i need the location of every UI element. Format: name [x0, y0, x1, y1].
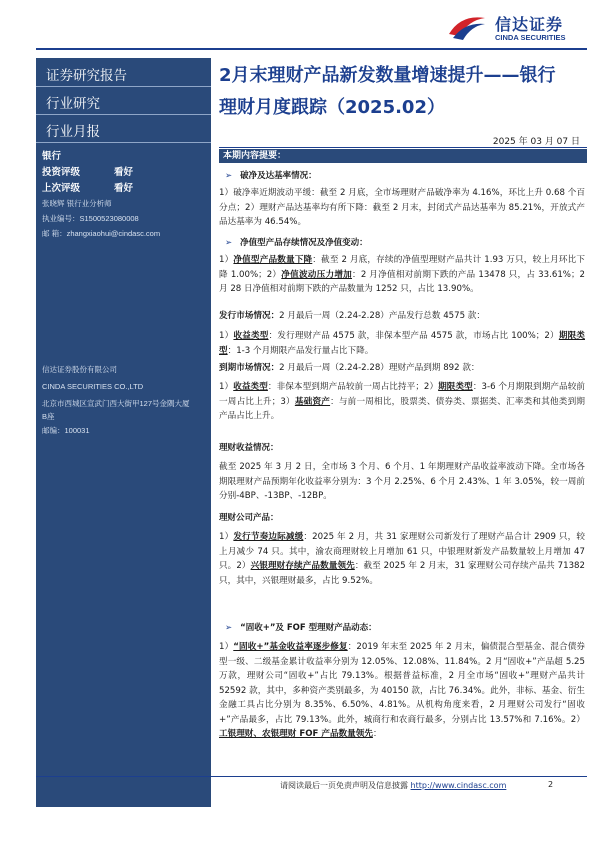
prev-rating-label: 上次评级 — [42, 183, 81, 194]
fixed-income-plus-paragraph — [219, 640, 585, 742]
text-run: ：3-6 个月期限到期产品较前一周占比上升；3） — [219, 382, 585, 407]
maturity-market-paragraph — [219, 380, 585, 424]
sidebar-divider — [36, 142, 211, 143]
logo-english-name: CINDA SECURITIES — [495, 33, 566, 42]
underlined-term: 基础资产 — [294, 396, 331, 407]
analyst-email[interactable]: 邮 箱：zhangxiaohui@cindasc.com — [42, 229, 161, 238]
maturity-market-text: 2 月最后一周（2.24-2.28）理财产品到期 892 款： — [279, 363, 480, 373]
company-english-name: CINDA SECURITIES CO.,LTD — [42, 382, 144, 391]
underlined-term: 期限类型 — [219, 331, 585, 356]
underlined-term: 净值波动压力增加 — [281, 269, 353, 280]
text-run: ：与前一周相比，股票类、债券类、票据类、汇率类和其他类到期产品占比上升。 — [219, 396, 585, 421]
arrow-bullet-icon: ➢ — [225, 623, 233, 633]
report-date: 2025 年 03 月 07 日 — [492, 137, 580, 147]
underlined-term: 净值型产品数量下降 — [233, 255, 313, 265]
cinda-logo — [447, 8, 587, 48]
underlined-term: 收益类型 — [233, 331, 269, 341]
report-title — [219, 60, 587, 124]
sidebar-divider — [36, 86, 211, 87]
maturity-market-head: 到期市场情况： — [219, 363, 280, 373]
wm-company-heading: 理财公司产品： — [219, 513, 279, 523]
underlined-term: 工银理财、农银理财 FOF 产品数量领先 — [219, 729, 373, 739]
issue-market-paragraph — [219, 329, 585, 358]
rating-label: 投资评级 — [42, 167, 81, 178]
arrow-bullet-icon: ➢ — [225, 238, 233, 248]
sidebar-divider — [36, 114, 211, 115]
text-run: ：1-3 个月期限产品发行量占比下降。 — [227, 345, 374, 356]
text-run: 1） — [219, 642, 234, 652]
underlined-term: 兴银理财存续产品数量领先 — [250, 561, 355, 571]
text-run: ：2019 年末至 2025 年 2 月末，偏债混合型基金、混合债券型一级、二级基金累计收益率分别为 12.05%、12.08%、11.84%。2 月“固收+”产品超 5.25 万款，理财公司“固收+”占比 79.13%。根据普益标准，2 月全市场“固收+”理财产品共计 52592 款，其中，多种资产类别最多，为 40150 款，占比 76.34%。此外，非标、基金、衍生金融工具占比分别为 8.35%、6.50%、4.81%。从机构角度来看，2 月理财公司发行“固收+”产品最多，占比 79.13%。此外，城商行和农商行最多，分别占比 13.57%和 7.16%。2） — [219, 642, 586, 725]
summary-content — [219, 149, 587, 769]
sidebar — [36, 58, 211, 807]
underlined-term: 期限类型 — [438, 382, 473, 392]
text-run: 1） — [219, 331, 234, 341]
underlined-term: 发行节奏边际减缓 — [233, 532, 304, 542]
prev-rating-value: 看好 — [114, 183, 134, 194]
cinda-logo-mark-icon — [447, 12, 487, 42]
issue-market-head: 发行市场情况： — [219, 311, 280, 321]
company-address: 北京市西城区宣武门西大街甲127号金隅大厦 — [42, 399, 190, 408]
company-name: 信达证券股份有限公司 — [42, 365, 117, 374]
section-head-text: 破净及达基率情况： — [240, 171, 317, 181]
yield-heading: 理财收益情况： — [219, 443, 279, 453]
yield-paragraph: 截至 2025 年 3 月 2 日，全市场 3 个月、6 个月、1 年期理财产品收益率波动下降。全市场各期限理财产品预期年化收益率分别为：3 个月 2.25%、6 个月 2.43%、1 年 3.05%，较一周前分别-4BP、-13BP、-12BP。 — [219, 462, 585, 501]
header-divider — [36, 48, 587, 50]
section-head-breakeven — [225, 169, 317, 181]
report-title-line2: 理财月度跟踪（2025.02） — [219, 97, 445, 118]
logo-chinese-name: 信达证券 — [495, 15, 564, 34]
page-number: 2 — [548, 780, 554, 789]
report-subcategory: 行业月报 — [46, 124, 100, 140]
section-head-fixed-income-plus — [225, 621, 377, 633]
text-run: 1） — [219, 532, 234, 542]
footer-text: 请阅读最后一页免责声明及信息披露 — [280, 781, 408, 790]
report-category: 行业研究 — [46, 96, 100, 112]
analyst-cert: 执业编号：S1500523080008 — [42, 214, 139, 223]
text-run: ： — [372, 729, 382, 739]
footer-link[interactable]: http://www.cindasc.com — [410, 781, 507, 790]
rating-value: 看好 — [114, 167, 134, 178]
report-type: 证券研究报告 — [46, 68, 127, 84]
footer-divider — [36, 776, 587, 777]
report-title-line1: 2月末理财产品新发数量增速提升——银行 — [219, 65, 556, 86]
section-head-text: 净值型产品存续情况及净值变动： — [240, 238, 368, 248]
company-zip: 邮编：100031 — [42, 426, 90, 435]
maturity-market-line — [219, 361, 585, 376]
arrow-bullet-icon: ➢ — [225, 171, 233, 181]
wm-company-paragraph — [219, 530, 585, 588]
underlined-term: “固收+”基金收益率逐步修复 — [233, 642, 348, 652]
text-run: ：非保本型到期产品较前一周占比持平；2） — [267, 382, 439, 392]
footer-disclaimer — [280, 780, 506, 791]
issue-market-text: 2 月最后一周（2.24-2.28）产品发行总数 4575 款： — [279, 311, 485, 321]
section-head-nav — [225, 236, 368, 248]
nav-paragraph — [219, 253, 585, 297]
issue-market-line — [219, 309, 585, 324]
text-run: 1） — [219, 382, 234, 392]
date-divider — [219, 147, 587, 148]
text-run: ：2025 年 2 月，共 31 家理财公司新发行了理财产品合计 2909 只，较上月减少 74 只。其中，渝农商理财较上月增加 61 只，中银理财新发产品数量较上月增加 47 只。2） — [219, 532, 585, 571]
text-run: 1） — [219, 255, 234, 265]
text-run: ：发行理财产品 4575 款，非保本型产品 4575 款，市场占比 100%；2） — [268, 331, 559, 341]
text-run: ：截至 2 月底，存续的净值型理财产品共计 1.93 万只，较上月环比下降 1.00%；2） — [219, 255, 585, 280]
text-run: ：截至 2025 年 2 月末，31 家理财公司存续产品共 71382 只，其中，兴银理财最多，占比 9.52%。 — [219, 561, 585, 586]
summary-heading: 本期内容提要： — [219, 149, 587, 163]
industry-name: 银行 — [42, 151, 62, 162]
company-address-2: B座 — [42, 412, 55, 421]
underlined-term: 收益类型 — [233, 382, 268, 392]
breakeven-paragraph: 1）破净率近期波动平缓：截至 2 月底，全市场理财产品破净率为 4.16%，环比上升 0.68 个百分点；2）理财产品达基率均有所下降：截至 2 月末，封闭式产品达基率为 85.21%，开放式产品达基率为 46.54%。 — [219, 188, 585, 227]
analyst-name: 张晓辉 银行业分析师 — [42, 199, 112, 208]
text-run: ：2 月净值相对前期下跌的产品 13478 只，占 33.61%；2 月 28 日净值相对前期下跌的产品数量为 1252 只，占比 13.90%。 — [219, 269, 586, 294]
section-head-text: “固收+”及 FOF 型理财产品动态： — [240, 623, 377, 633]
